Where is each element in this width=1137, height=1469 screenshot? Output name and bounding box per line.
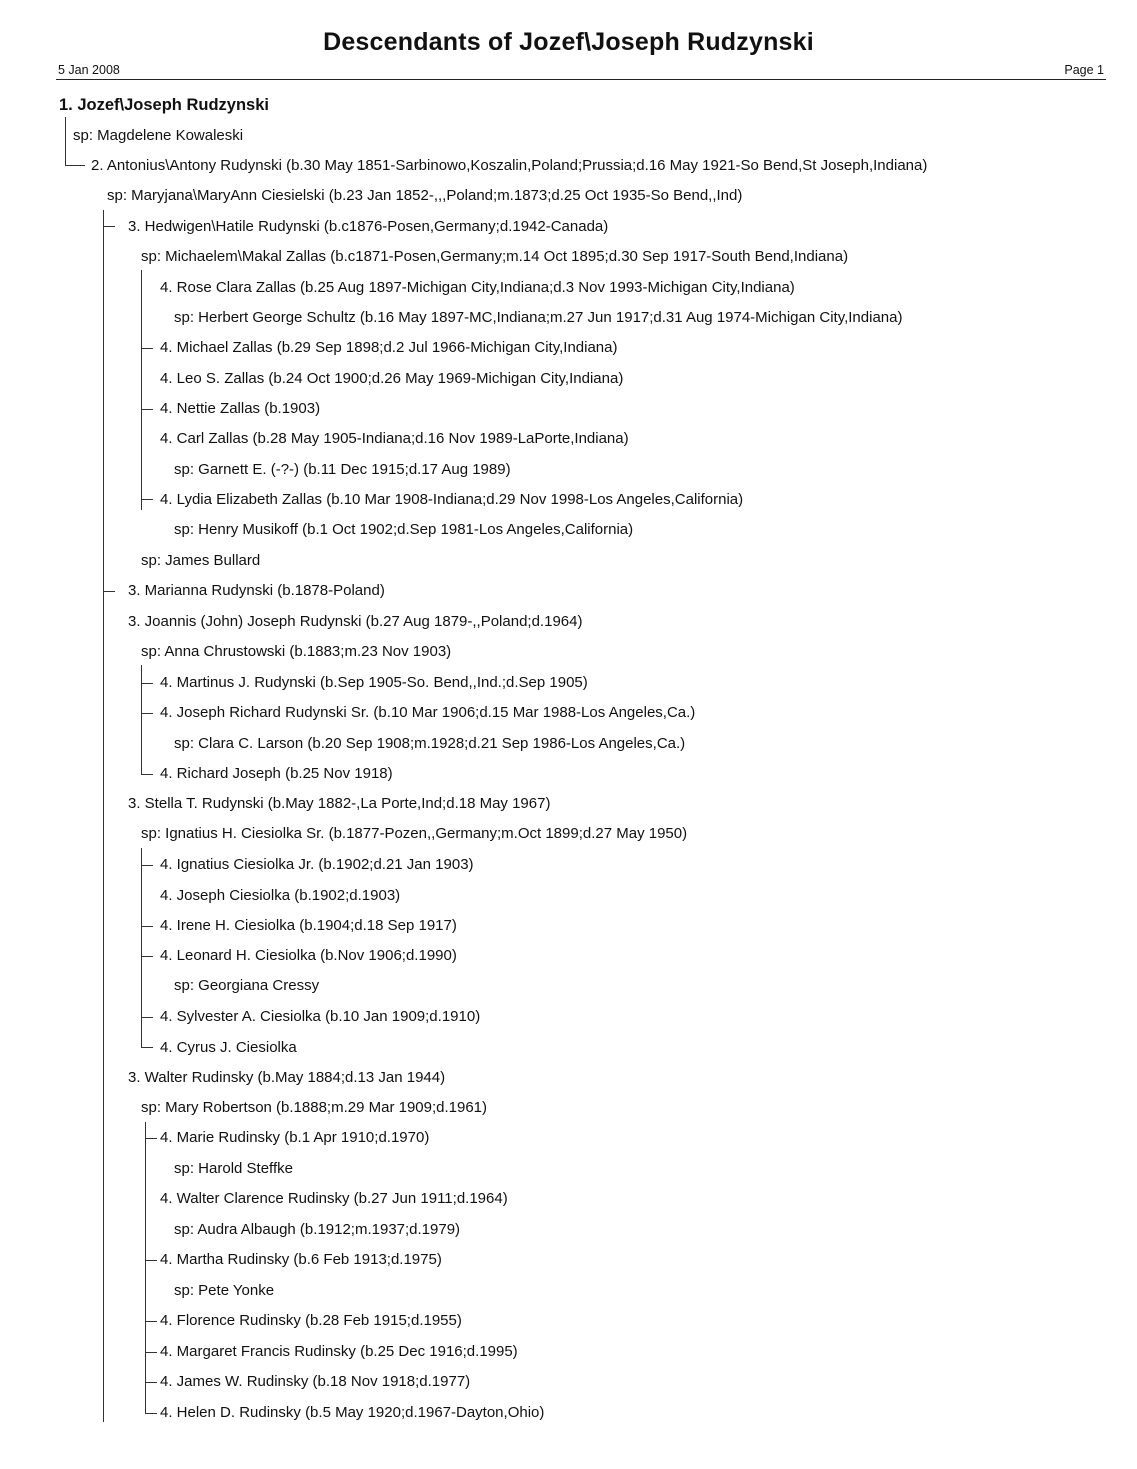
person-entry-gen4: 4. Michael Zallas (b.29 Sep 1898;d.2 Jul 1966-Michigan City,Indiana) xyxy=(160,339,618,356)
person-entry-gen3: 3. Marianna Rudynski (b.1878-Poland) xyxy=(128,582,385,599)
tree-connector xyxy=(141,713,153,714)
spouse-entry: sp: Clara C. Larson (b.20 Sep 1908;m.1928;d.21 Sep 1986-Los Angeles,Ca.) xyxy=(174,735,686,752)
header-rule xyxy=(56,79,1106,80)
person-entry-gen2: 2. Antonius\Antony Rudynski (b.30 May 1851-Sarbinowo,Koszalin,Poland;Prussia;d.16 May 1921-So Bend,St Joseph,Indiana) xyxy=(91,157,928,174)
person-entry-gen4: 4. Cyrus J. Ciesiolka xyxy=(160,1039,297,1056)
tree-connector xyxy=(145,1138,157,1139)
tree-connector xyxy=(141,499,153,500)
spouse-entry: sp: Garnett E. (-?-) (b.11 Dec 1915;d.17 Aug 1989) xyxy=(174,461,511,478)
tree-connector xyxy=(65,117,66,165)
person-entry-gen4: 4. Florence Rudinsky (b.28 Feb 1915;d.1955) xyxy=(160,1312,462,1329)
document-title: Descendants of Jozef\Joseph Rudzynski xyxy=(323,28,814,56)
tree-connector xyxy=(141,348,153,349)
person-entry-gen4: 4. Martha Rudinsky (b.6 Feb 1913;d.1975) xyxy=(160,1251,442,1268)
person-entry-gen4: 4. Lydia Elizabeth Zallas (b.10 Mar 1908-Indiana;d.29 Nov 1998-Los Angeles,California) xyxy=(160,491,744,508)
spouse-entry: sp: Herbert George Schultz (b.16 May 1897-MC,Indiana;m.27 Jun 1917;d.31 Aug 1974-Michigan City,Indiana) xyxy=(174,309,903,326)
person-entry-gen4: 4. Walter Clarence Rudinsky (b.27 Jun 1911;d.1964) xyxy=(160,1190,508,1207)
spouse-entry: sp: Georgiana Cressy xyxy=(174,977,320,994)
tree-connector xyxy=(141,774,153,775)
print-date: 5 Jan 2008 xyxy=(58,63,120,77)
person-entry-gen4: 4. Sylvester A. Ciesiolka (b.10 Jan 1909;d.1910) xyxy=(160,1008,481,1025)
person-entry-gen4: 4. Richard Joseph (b.25 Nov 1918) xyxy=(160,765,393,782)
spouse-entry: sp: Maryjana\MaryAnn Ciesielski (b.23 Jan 1852-,,,Poland;m.1873;d.25 Oct 1935-So Bend,,Ind) xyxy=(107,187,743,204)
person-entry-gen3: 3. Stella T. Rudynski (b.May 1882-,La Porte,Ind;d.18 May 1967) xyxy=(128,795,551,812)
spouse-entry: sp: James Bullard xyxy=(141,552,261,569)
spouse-entry: sp: Magdelene Kowaleski xyxy=(73,127,244,144)
tree-connector xyxy=(141,409,153,410)
person-entry-gen4: 4. Carl Zallas (b.28 May 1905-Indiana;d.16 Nov 1989-LaPorte,Indiana) xyxy=(160,430,629,447)
person-entry-gen4: 4. Helen D. Rudinsky (b.5 May 1920;d.1967-Dayton,Ohio) xyxy=(160,1404,545,1421)
person-entry-gen3: 3. Joannis (John) Joseph Rudynski (b.27 Aug 1879-,,Poland;d.1964) xyxy=(128,613,583,630)
tree-connector xyxy=(145,1260,157,1261)
tree-connector xyxy=(141,1017,153,1018)
spouse-entry: sp: Harold Steffke xyxy=(174,1160,293,1177)
person-entry-gen4: 4. Joseph Richard Rudynski Sr. (b.10 Mar 1906;d.15 Mar 1988-Los Angeles,Ca.) xyxy=(160,704,696,721)
tree-connector xyxy=(145,1122,146,1414)
person-entry-gen4: 4. Ignatius Ciesiolka Jr. (b.1902;d.21 Jan 1903) xyxy=(160,856,474,873)
spouse-entry: sp: Ignatius H. Ciesiolka Sr. (b.1877-Pozen,,Germany;m.Oct 1899;d.27 May 1950) xyxy=(141,825,688,842)
person-entry-gen4: 4. Leo S. Zallas (b.24 Oct 1900;d.26 May 1969-Michigan City,Indiana) xyxy=(160,370,624,387)
person-entry-gen4: 4. Marie Rudinsky (b.1 Apr 1910;d.1970) xyxy=(160,1129,430,1146)
tree-connector xyxy=(141,865,153,866)
person-entry-gen4: 4. Martinus J. Rudynski (b.Sep 1905-So. Bend,,Ind.;d.Sep 1905) xyxy=(160,674,588,691)
tree-connector xyxy=(141,665,142,775)
person-entry-gen4: 4. James W. Rudinsky (b.18 Nov 1918;d.1977) xyxy=(160,1373,471,1390)
tree-connector xyxy=(141,270,142,510)
spouse-entry: sp: Pete Yonke xyxy=(174,1282,275,1299)
person-entry-gen1: 1. Jozef\Joseph Rudzynski xyxy=(59,96,269,114)
person-entry-gen4: 4. Leonard H. Ciesiolka (b.Nov 1906;d.1990) xyxy=(160,947,457,964)
spouse-entry: sp: Mary Robertson (b.1888;m.29 Mar 1909;d.1961) xyxy=(141,1099,488,1116)
tree-connector xyxy=(103,226,115,227)
person-entry-gen4: 4. Rose Clara Zallas (b.25 Aug 1897-Michigan City,Indiana;d.3 Nov 1993-Michigan City,Indiana) xyxy=(160,279,795,296)
tree-connector xyxy=(103,591,115,592)
tree-connector xyxy=(145,1413,157,1414)
person-entry-gen3: 3. Walter Rudinsky (b.May 1884;d.13 Jan 1944) xyxy=(128,1069,446,1086)
tree-connector xyxy=(145,1352,157,1353)
tree-connector xyxy=(65,165,85,166)
tree-connector xyxy=(145,1382,157,1383)
tree-connector xyxy=(141,683,153,684)
page-number: Page 1 xyxy=(1064,63,1104,77)
person-entry-gen3: 3. Hedwigen\Hatile Rudynski (b.c1876-Posen,Germany;d.1942-Canada) xyxy=(128,218,609,235)
person-entry-gen4: 4. Nettie Zallas (b.1903) xyxy=(160,400,321,417)
tree-connector xyxy=(141,956,153,957)
tree-connector xyxy=(141,926,153,927)
person-entry-gen4: 4. Margaret Francis Rudinsky (b.25 Dec 1916;d.1995) xyxy=(160,1343,518,1360)
tree-connector xyxy=(141,1047,153,1048)
spouse-entry: sp: Michaelem\Makal Zallas (b.c1871-Posen,Germany;m.14 Oct 1895;d.30 Sep 1917-South Bend,Indiana) xyxy=(141,248,849,265)
spouse-entry: sp: Audra Albaugh (b.1912;m.1937;d.1979) xyxy=(174,1221,461,1238)
tree-connector xyxy=(145,1321,157,1322)
spouse-entry: sp: Anna Chrustowski (b.1883;m.23 Nov 1903) xyxy=(141,643,452,660)
tree-connector xyxy=(141,848,142,1048)
spouse-entry: sp: Henry Musikoff (b.1 Oct 1902;d.Sep 1981-Los Angeles,California) xyxy=(174,521,634,538)
tree-connector xyxy=(103,210,104,1422)
person-entry-gen4: 4. Irene H. Ciesiolka (b.1904;d.18 Sep 1917) xyxy=(160,917,457,934)
person-entry-gen4: 4. Joseph Ciesiolka (b.1902;d.1903) xyxy=(160,887,401,904)
